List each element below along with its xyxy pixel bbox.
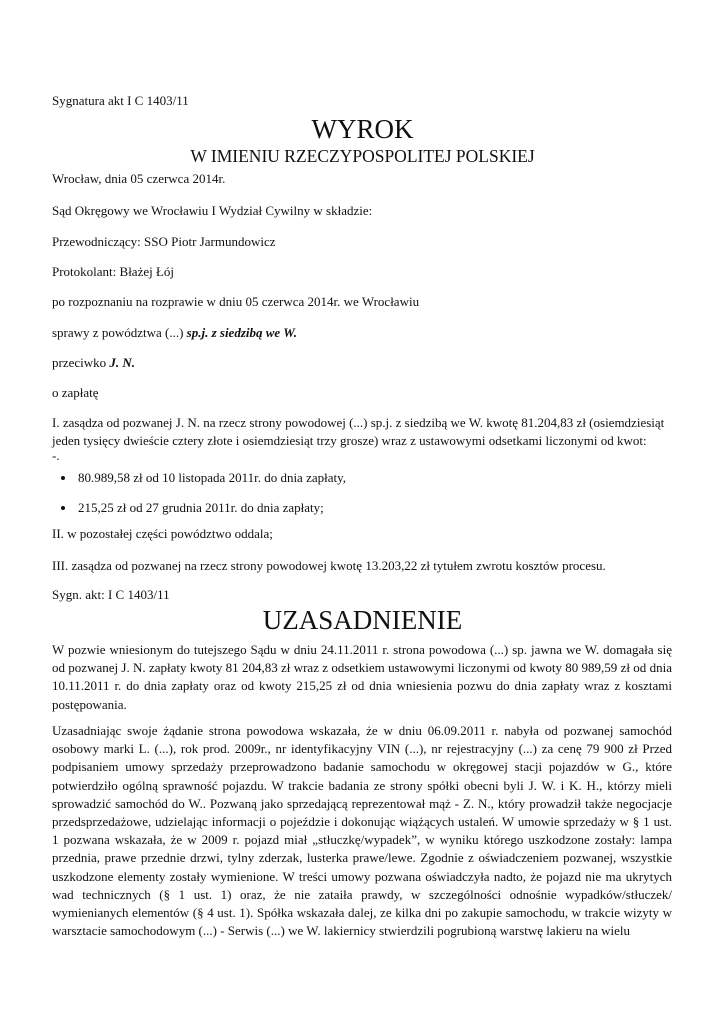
case-line: [52, 324, 297, 342]
clerk-line: Protokolant: Błażej Łój: [52, 264, 175, 279]
document-title: WYROK: [311, 114, 414, 144]
court-line: Sąd Okręgowy we Wrocławiu I Wydział Cywilny w składzie:: [52, 203, 373, 218]
hearing-line: po rozpoznaniu na rozprawie w dniu 05 czerwca 2014r. we Wrocławiu: [52, 294, 420, 309]
date-line: Wrocław, dnia 05 czerwca 2014r.: [52, 171, 226, 186]
ruling-item-2: II. w pozostałej części powództwo oddala;: [52, 526, 273, 541]
justification-title: UZASADNIENIE: [262, 605, 463, 635]
justification-signature: Sygn. akt: I C 1403/11: [52, 587, 170, 602]
case-party: sp.j. z siedzibą we W.: [186, 325, 298, 340]
against-party: J. N.: [109, 355, 136, 370]
case-signature: Sygnatura akt I C 1403/11: [52, 93, 189, 108]
ruling-item-1-line-2: jeden tysięcy dwieście cztery złote i osiemdziesiąt trzy grosze) wraz z ustawowymi odsetkami liczonymi od kwot:: [52, 433, 647, 448]
case-prefix: sprawy z powództwa (...): [52, 325, 187, 340]
ruling-dash: -.: [52, 448, 60, 463]
ruling-item-3: III. zasądza od pozwanej na rzecz strony powodowej kwotę 13.203,22 zł tytułem zwrotu kosztów procesu.: [52, 558, 606, 573]
ruling-item-1-line-1: I. zasądza od pozwanej J. N. na rzecz strony powodowej (...) sp.j. z siedzibą we W. kwotę 81.204,83 zł (osiemdziesiąt: [52, 415, 665, 430]
list-item: • 215,25 zł od 27 grudnia 2011r. do dnia zapłaty;: [76, 499, 346, 517]
justification-paragraph-2: Uzasadniając swoje żądanie strona powodowa wskazała, że w dniu 06.09.2011 r. nabyła od pozwanej samochód osobowy marki L. (...), rok prod. 2009r., nr identyfikacyjny VIN (...), nr rejestracyjny (...) za cenę 79 900 zł Przed podpisaniem umowy sprzedaży przeprowadzono badanie samochodu w okręgowej stacji pojazdów w G., które potwierdziło ogólną sprawność pojazdu. W trakcie badania ze strony spółki obecni byli J. W. i K. H., którzy mieli sprowadzić samochód do W.. Pozwaną jako sprzedającą reprezentował mąż - Z. N., który prowadził także negocjacje przedsprzedażowe, udzielając informacji o pojeździe i dokonując wiążących ustaleń. W umowie sprzedaży w § 1 ust. 1 pozwana wskazała, że w 2009 r. pojazd miał „stłuczkę/wypadek”, w wyniku którego uszkodzone zostały: lampa przednia, prawe przednie drzwi, tylny zderzak, lusterka prawe/lewe. Zgodnie z oświadczeniem pozwanej, wszystkie uszkodzone elementy zostały wymienione. W treści umowy pozwana oświadczyła nadto, że pojazd nie ma ukrytych wad technicznych (§ 1 ust. 1) oraz, że nie zataiła prawdy, w szczególności odnośnie wypadków/stłuczek/ wymienianych elementów (§ 4 ust. 1). Spółka wskazała dalej, ze kilka dni po zakupie samochodu, w trakcie wizyty w warsztacie samochodowym (...) - Serwis (...) we W. lakiernicy stwierdzili pogrubioną warstwę lakieru na wielu: [52, 723, 672, 939]
chair-line: Przewodniczący: SSO Piotr Jarmundowicz: [52, 234, 276, 249]
list-item: • 80.989,58 zł od 10 listopada 2011r. do dnia zapłaty,: [76, 469, 346, 487]
against-prefix: przeciwko: [52, 355, 110, 370]
subject-line: o zapłatę: [52, 385, 99, 400]
document-subtitle: W IMIENIU RZECZYPOSPOLITEJ POLSKIEJ: [190, 146, 535, 166]
justification-paragraph-1: W pozwie wniesionym do tutejszego Sądu w dniu 24.11.2011 r. strona powodowa (...) sp. jawna we W. domagała się od pozwanej J. N. zapłaty kwoty 81 204,83 zł wraz z odsetkiem ustawowymi liczonymi od kwoty 80 989,59 zł od dnia 10.11.2011 r. do dnia zapłaty oraz od kwoty 215,25 zł od dnia wniesienia pozwu do dnia zapłaty wraz z kosztami postępowania.: [52, 642, 672, 712]
amount-list: [60, 469, 346, 517]
against-line: [52, 354, 135, 372]
